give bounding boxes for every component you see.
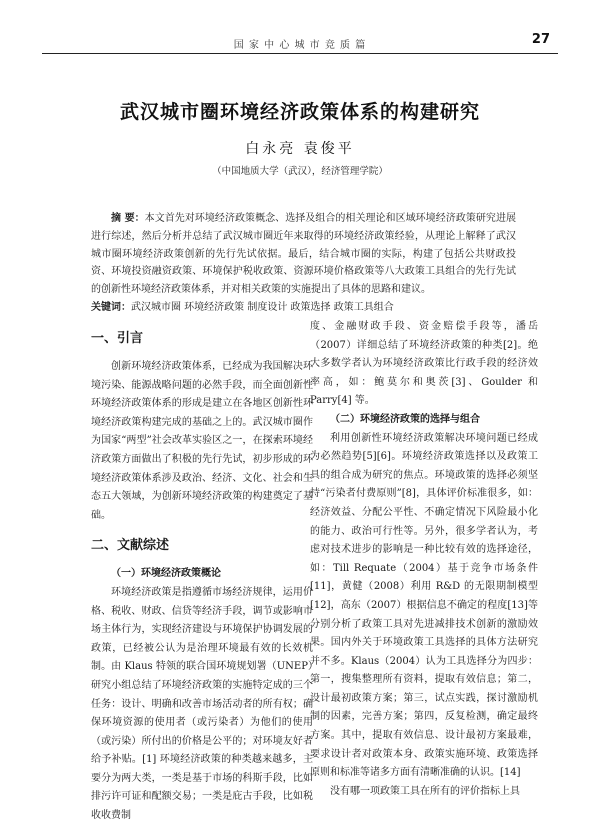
selection-paragraph: 利用创新性环境经济政策解决环境问题已经成为必然趋势[5][6]。环境经济政策选择以及政策工具的组合成为研究的焦点。环境政策的选择必须坚持“污染者付费原则”[8]，具体评价标准很多，如：经济效益、分配公平性、不确定情况下风险最小化的能力、政治可行性等。另外，很多学者认为，考虑对技术进步的影响是一种比较有效的选择途径，如：Till Requate（2004）基于竞争市场条件[11]，黄健（2008）利用 R&D 的无限期制模型[12]，高东（2007）根据信息不确定的程度[13]等分别分析了政策工具对先进减排技术创新的激励效果。国内外关于环境政策工具选择的具体方法研究并不多。Klaus（2004）认为工具选择分为四步：第一，搜集整理所有资料，提取有效信息；第二，设计最初政策方案；第三，试点实践，探讨激励机制的因素，完善方案；第四，反复检测，确定最终方案。其中，提取有效信息、设计最初方案最难，要求设计者对政策本身、政策实施环境、政策选择原则和标准等诸多方面有清晰准确的认识。[14] (310, 432, 538, 779)
subsection-heading-overview: （一）环境经济政策概论 (111, 568, 221, 580)
keywords-line (91, 299, 516, 317)
introduction-paragraph: 创新环境经济政策体系，已经成为我国解决环境污染、能源战略问题的必然手段，而全面创新性环境经济政策体系的形成是建立在各地区创新性环境经济政策构建完成的基础之上的。武汉城市圈作为国家“两型”社会改革实验区之一，在探索环境经济政策方面做出了积极的先行先试，初步形成的环境经济政策体系涉及政治、经济、文化、社会和生态五大领域，为创新环境经济政策的构建奠定了基础。 (91, 361, 313, 521)
running-header-journal: 国 家 中 心 城 市 竞 质 篇 (233, 40, 367, 51)
overview-paragraph: 环境经济政策是指遵循市场经济规律，运用价格、税收、财政、信贷等经济手段，调节或影响市场主体行为，实现经济建设与环境保护协调发展的政策，已经被公认为是治理环境最有效的长效机制。由 Klaus 特领的联合国环境规划署（UNEP）研究小组总结了环境经济政策的实施特定成的三个任务：设计、明确和改善市场活动者的所有权；确保环境资源的使用者（或污染者）为他们的使用（或污染）所付出的价格是公平的；对环境友好者给予补贴。[1] 环境经济政策的种类越来越多，主要分为两大类，一类是基于市场的科斯手段，比如排污许可证和配额交易；一类是庇古手段，比如税收收费制 (91, 586, 313, 822)
abstract-label: 摘 要： (111, 213, 145, 224)
article-title: 武汉城市圈环境经济政策体系的构建研究 (119, 101, 480, 123)
keywords-label: 关键词： (91, 301, 131, 313)
abstract-paragraph (91, 210, 516, 299)
section-heading-introduction: 一、引言 (91, 331, 144, 346)
page-number: 27 (531, 32, 550, 47)
article-affiliation: （中国地质大学（武汉），经济管理学院） (212, 166, 388, 177)
right-column (310, 318, 538, 801)
article-authors: 白永亮 袁俊平 (245, 141, 355, 157)
keywords-text: 武汉城市圈 环境经济政策 制度设计 政策选择 政策工具组合 (131, 301, 394, 313)
subsection-heading-selection: （二）环境经济政策的选择与组合 (330, 413, 480, 425)
abstract-block (91, 210, 516, 317)
left-column (91, 318, 313, 826)
section-heading-literature-review: 二、文献综述 (91, 538, 170, 554)
final-line: 没有哪一项政策工具在所有的评价指标上具 (330, 785, 520, 797)
header-divider (42, 53, 558, 54)
abstract-text: 本文首先对环境经济政策概念、选择及组合的相关理论和区域环境经济政策研究进展进行综述，然后分析并总结了武汉城市圈近年来取得的环境经济政策经验，从理论上解释了武汉城市圈环境经济政策创新的先行先试依据。最后，结合城市圈的实际，构建了包括公共财政投资、环境投资融资政策、环境保护税收政策、资源环境价格政策等八大政策工具组合的先行先试的创新性环境经济政策体系，并对相关政策的实施提出了具体的思路和建议。 (91, 213, 517, 296)
continued-paragraph: 度、金融财政手段、资金赔偿手段等，潘岳（2007）详细总结了环境经济政策的种类[2]。绝大多数学者认为环境经济政策比行政手段的经济效率高，如：鲍莫尔和奥茨[3]、Goulder 和 Parry[4] 等。 (310, 321, 538, 407)
